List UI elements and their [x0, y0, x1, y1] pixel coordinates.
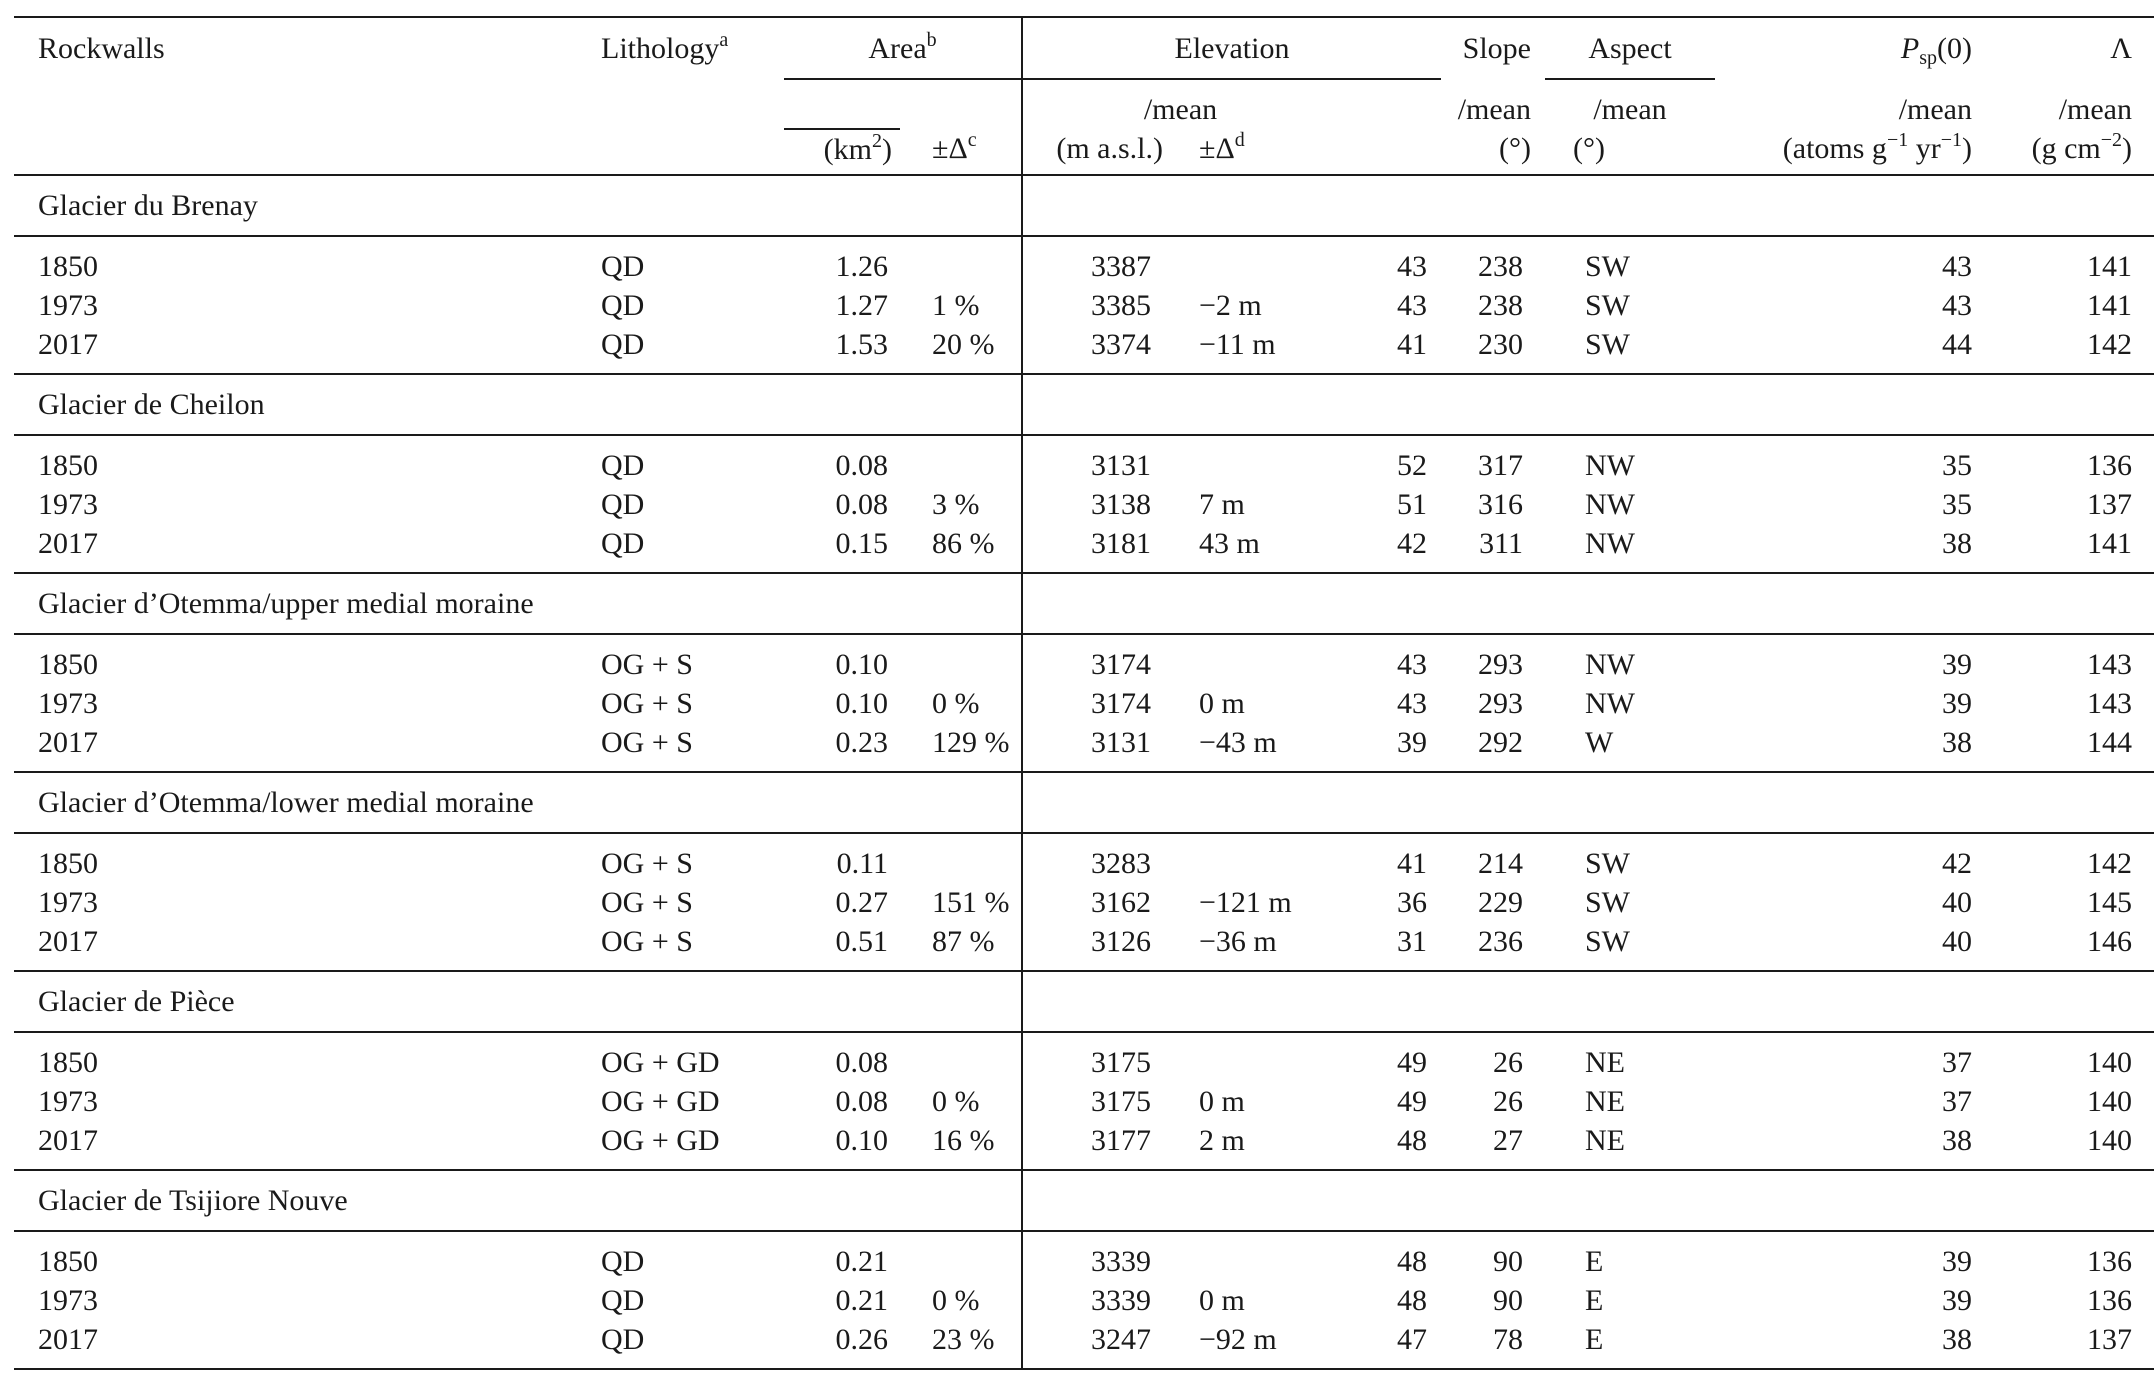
rockwalls-table	[14, 16, 2154, 1370]
cell-aspect: 293	[1478, 648, 1523, 681]
cell-elev: 3374	[1022, 325, 1163, 374]
cell-area: 0.08	[835, 1046, 888, 1079]
cell-lith: QD	[601, 488, 645, 521]
cell-lith: QD	[601, 1284, 645, 1317]
cell-psp: 38	[1715, 1320, 1994, 1369]
table-row	[14, 634, 2154, 684]
table-row	[14, 286, 2154, 325]
cell-elev-d: 43 m	[1163, 524, 1338, 573]
cell-year: 1850	[38, 847, 98, 880]
group-name: Glacier du Brenay	[14, 175, 1022, 236]
cell-psp: 38	[1715, 723, 1994, 772]
cell-elev: 3339	[1091, 1284, 1151, 1317]
cell-lith: OG + GD	[601, 1121, 784, 1170]
table-row	[14, 1320, 2154, 1369]
cell-year: 1973	[38, 1284, 98, 1317]
cell-lambda: 141	[1994, 524, 2154, 573]
cell-lambda: 143	[2087, 687, 2132, 720]
cell-area-d	[900, 1231, 1022, 1281]
cell-year: 1850	[38, 449, 98, 482]
group-header-row	[14, 374, 2154, 435]
cell-area-d: 87 %	[900, 922, 1022, 971]
cell-slope: 43	[1397, 687, 1427, 720]
cell-elev: 3283	[1091, 847, 1151, 880]
slope-mean-label: /mean	[1457, 93, 1531, 126]
cell-dir: SW	[1585, 250, 1630, 283]
cell-slope: 48	[1397, 1245, 1427, 1278]
cell-elev-d: 7 m	[1199, 488, 1245, 521]
cell-dir: NW	[1585, 648, 1635, 681]
aspect-mean-label: /mean	[1545, 79, 1715, 129]
cell-lambda: 140	[1994, 1121, 2154, 1170]
cell-area: 0.10	[784, 1121, 900, 1170]
cell-lambda: 143	[2087, 648, 2132, 681]
cell-slope: 43	[1397, 250, 1427, 283]
cell-slope: 47	[1338, 1320, 1441, 1369]
col-aspect: Aspect	[1588, 31, 1672, 65]
cell-lambda: 144	[1994, 723, 2154, 772]
psp-unit: (atoms $g^{-1}$ $yr^{-1}$)	[1715, 129, 1994, 175]
cell-area-d	[900, 634, 1022, 684]
cell-elev: 3387	[1091, 250, 1151, 283]
cell-area-d	[900, 1032, 1022, 1082]
cell-dir: NE	[1585, 1046, 1625, 1079]
group-name: Glacier de Cheilon	[14, 374, 1022, 435]
psp-mean-label: /mean	[1898, 93, 1972, 126]
cell-elev-d	[1163, 1231, 1338, 1281]
cell-aspect: 229	[1478, 886, 1523, 919]
cell-area: 0.15	[784, 524, 900, 573]
table-row	[14, 684, 2154, 723]
cell-area: 1.26	[835, 250, 888, 283]
table-row	[14, 883, 2154, 922]
cell-area: 0.21	[835, 1245, 888, 1278]
table-row	[14, 833, 2154, 883]
cell-lambda: 142	[2087, 847, 2132, 880]
elev-delta-label: $\pm\Delta^d$	[1163, 129, 1338, 175]
col-lambda: Λ	[2110, 32, 2132, 65]
cell-area-d	[900, 435, 1022, 485]
cell-year: 2017	[14, 1121, 601, 1170]
data-table-container	[14, 16, 2132, 1370]
col-psp: $P_{sp}(0)$	[1900, 32, 1972, 69]
col-rockwalls: Rockwalls	[38, 32, 165, 65]
cell-aspect: 214	[1478, 847, 1523, 880]
cell-area: 0.26	[784, 1320, 900, 1369]
cell-elev-d: −11 m	[1163, 325, 1338, 374]
cell-lith: OG + GD	[601, 1046, 720, 1079]
cell-slope: 31	[1338, 922, 1441, 971]
cell-dir: NW	[1585, 488, 1635, 521]
cell-aspect: 26	[1493, 1046, 1523, 1079]
table-body	[14, 175, 2154, 1369]
table-row	[14, 236, 2154, 286]
cell-dir: SW	[1585, 886, 1630, 919]
cell-slope: 49	[1397, 1046, 1427, 1079]
cell-lith: OG + S	[601, 687, 693, 720]
cell-lambda: 136	[2087, 1245, 2132, 1278]
group-name: Glacier de Tsijiore Nouve	[14, 1170, 1022, 1231]
cell-elev: 3175	[1091, 1085, 1151, 1118]
cell-elev-d: 0 m	[1199, 687, 1245, 720]
cell-psp: 39	[1942, 1284, 1972, 1317]
group-header-row	[14, 573, 2154, 634]
cell-area-d: 86 %	[900, 524, 1022, 573]
cell-year: 1850	[38, 1245, 98, 1278]
cell-slope: 43	[1397, 648, 1427, 681]
cell-aspect: 293	[1478, 687, 1523, 720]
cell-elev-d	[1163, 833, 1338, 883]
area-delta-label: $\pm\Delta^c$	[900, 129, 1022, 175]
cell-area-d: 0 %	[900, 1281, 1022, 1320]
cell-year: 1973	[38, 289, 98, 322]
cell-year: 2017	[14, 325, 601, 374]
cell-lith: QD	[601, 524, 784, 573]
cell-psp: 42	[1942, 847, 1972, 880]
cell-lith: QD	[601, 250, 645, 283]
cell-area-d: 0 %	[900, 1082, 1022, 1121]
group-header-row	[14, 175, 2154, 236]
cell-dir: SW	[1585, 847, 1630, 880]
col-slope: Slope	[1462, 32, 1531, 65]
cell-aspect: 316	[1478, 488, 1523, 521]
cell-dir: E	[1585, 1284, 1604, 1317]
cell-area: 1.27	[835, 289, 888, 322]
cell-slope: 52	[1397, 449, 1427, 482]
cell-area-d	[900, 833, 1022, 883]
cell-lith: OG + S	[601, 648, 693, 681]
cell-year: 2017	[14, 922, 601, 971]
group-name: Glacier d’Otemma/upper medial moraine	[14, 573, 1022, 634]
cell-lambda: 136	[2087, 449, 2132, 482]
group-header-row	[14, 971, 2154, 1032]
cell-area-d: 20 %	[900, 325, 1022, 374]
cell-lambda: 146	[1994, 922, 2154, 971]
cell-area-d: 1 %	[900, 286, 1022, 325]
col-lithology: Lithology$^a$	[601, 29, 729, 65]
table-row	[14, 1082, 2154, 1121]
cell-psp: 37	[1942, 1085, 1972, 1118]
cell-area-d: 23 %	[900, 1320, 1022, 1369]
cell-elev: 3131	[1022, 723, 1163, 772]
group-name: Glacier de Pièce	[14, 971, 1022, 1032]
cell-lith: OG + S	[601, 847, 693, 880]
cell-dir: W	[1545, 723, 1715, 772]
cell-psp: 39	[1942, 687, 1972, 720]
cell-aspect: 238	[1478, 250, 1523, 283]
cell-lith: OG + S	[601, 723, 784, 772]
cell-elev: 3174	[1091, 687, 1151, 720]
cell-aspect: 292	[1441, 723, 1545, 772]
cell-lambda: 136	[2087, 1284, 2132, 1317]
cell-dir: NW	[1545, 524, 1715, 573]
cell-elev: 3175	[1091, 1046, 1151, 1079]
col-area: Area$^b$	[784, 18, 1022, 79]
cell-area-d: 151 %	[900, 883, 1022, 922]
cell-year: 1973	[38, 687, 98, 720]
lambda-unit: (g $cm^{-2}$)	[1994, 129, 2154, 175]
cell-year: 1850	[38, 1046, 98, 1079]
cell-lith: OG + S	[601, 886, 693, 919]
cell-lambda: 140	[2087, 1046, 2132, 1079]
table-row	[14, 1121, 2154, 1170]
cell-year: 1850	[38, 648, 98, 681]
area-unit: $(km^2)$	[784, 129, 900, 175]
cell-dir: SW	[1585, 289, 1630, 322]
cell-dir: SW	[1545, 325, 1715, 374]
cell-psp: 43	[1942, 289, 1972, 322]
cell-area: 1.53	[784, 325, 900, 374]
cell-year: 1850	[38, 250, 98, 283]
cell-area: 0.21	[835, 1284, 888, 1317]
group-header-row	[14, 1170, 2154, 1231]
cell-lith: OG + S	[601, 922, 784, 971]
group-name: Glacier d’Otemma/lower medial moraine	[14, 772, 1022, 833]
cell-slope: 49	[1397, 1085, 1427, 1118]
group-header-row	[14, 772, 2154, 833]
cell-dir: NE	[1545, 1121, 1715, 1170]
cell-elev: 3138	[1091, 488, 1151, 521]
cell-aspect: 27	[1441, 1121, 1545, 1170]
cell-lith: QD	[601, 325, 784, 374]
cell-area: 0.23	[784, 723, 900, 772]
cell-area-d: 16 %	[900, 1121, 1022, 1170]
cell-aspect: 238	[1478, 289, 1523, 322]
cell-elev: 3339	[1091, 1245, 1151, 1278]
cell-area: 0.08	[835, 449, 888, 482]
table-header	[14, 17, 2154, 175]
cell-area: 0.51	[784, 922, 900, 971]
aspect-unit: (°)	[1545, 129, 1715, 175]
cell-elev-d	[1163, 1032, 1338, 1082]
cell-psp: 38	[1715, 1121, 1994, 1170]
cell-psp: 44	[1715, 325, 1994, 374]
cell-psp: 39	[1942, 648, 1972, 681]
cell-dir: E	[1545, 1320, 1715, 1369]
cell-elev-d: 2 m	[1163, 1121, 1338, 1170]
cell-slope: 42	[1338, 524, 1441, 573]
cell-area: 0.08	[835, 1085, 888, 1118]
table-row	[14, 485, 2154, 524]
cell-elev: 3181	[1022, 524, 1163, 573]
cell-aspect: 236	[1441, 922, 1545, 971]
cell-psp: 35	[1942, 488, 1972, 521]
cell-psp: 39	[1942, 1245, 1972, 1278]
cell-psp: 40	[1715, 922, 1994, 971]
cell-psp: 43	[1942, 250, 1972, 283]
cell-aspect: 317	[1478, 449, 1523, 482]
cell-elev: 3247	[1022, 1320, 1163, 1369]
cell-lambda: 142	[1994, 325, 2154, 374]
table-row	[14, 723, 2154, 772]
cell-area-d: 3 %	[900, 485, 1022, 524]
table-row	[14, 1032, 2154, 1082]
cell-slope: 48	[1338, 1121, 1441, 1170]
table-row	[14, 922, 2154, 971]
cell-slope: 43	[1397, 289, 1427, 322]
elev-unit: (m a.s.l.)	[1022, 129, 1163, 175]
cell-dir: SW	[1545, 922, 1715, 971]
cell-lith: OG + GD	[601, 1085, 720, 1118]
table-row	[14, 1231, 2154, 1281]
table-row	[14, 1281, 2154, 1320]
table-row	[14, 524, 2154, 573]
cell-dir: NW	[1585, 687, 1635, 720]
cell-psp: 38	[1715, 524, 1994, 573]
cell-area: 0.10	[835, 687, 888, 720]
cell-aspect: 78	[1441, 1320, 1545, 1369]
cell-elev-d: 0 m	[1199, 1284, 1245, 1317]
cell-elev-d: −43 m	[1163, 723, 1338, 772]
cell-lambda: 145	[2087, 886, 2132, 919]
cell-area-d: 129 %	[900, 723, 1022, 772]
cell-elev-d: 0 m	[1199, 1085, 1245, 1118]
cell-lambda: 137	[2087, 488, 2132, 521]
cell-year: 1973	[38, 886, 98, 919]
col-elevation: Elevation	[1174, 31, 1290, 65]
cell-dir: E	[1585, 1245, 1604, 1278]
cell-psp: 35	[1942, 449, 1972, 482]
cell-elev: 3131	[1091, 449, 1151, 482]
cell-elev: 3126	[1022, 922, 1163, 971]
cell-elev-d: −36 m	[1163, 922, 1338, 971]
cell-year: 2017	[14, 524, 601, 573]
cell-lambda: 141	[2087, 289, 2132, 322]
cell-slope: 48	[1397, 1284, 1427, 1317]
lambda-mean-label: /mean	[2058, 93, 2132, 126]
slope-unit: (°)	[1441, 129, 1545, 175]
cell-area-d	[900, 236, 1022, 286]
cell-slope: 36	[1397, 886, 1427, 919]
cell-year: 2017	[14, 1320, 601, 1369]
cell-elev-d: −92 m	[1163, 1320, 1338, 1369]
cell-area: 0.08	[835, 488, 888, 521]
cell-lith: QD	[601, 1245, 645, 1278]
cell-lambda: 140	[2087, 1085, 2132, 1118]
cell-area: 0.27	[835, 886, 888, 919]
cell-area: 0.10	[835, 648, 888, 681]
cell-slope: 41	[1338, 325, 1441, 374]
cell-elev-d	[1163, 435, 1338, 485]
cell-lith: QD	[601, 449, 645, 482]
cell-elev: 3385	[1091, 289, 1151, 322]
cell-aspect: 26	[1493, 1085, 1523, 1118]
elev-mean-label: /mean	[1022, 79, 1338, 129]
cell-area-d: 0 %	[900, 684, 1022, 723]
cell-lambda: 137	[1994, 1320, 2154, 1369]
cell-dir: NE	[1585, 1085, 1625, 1118]
cell-aspect: 230	[1441, 325, 1545, 374]
cell-year: 2017	[14, 723, 601, 772]
cell-lith: QD	[601, 1320, 784, 1369]
cell-psp: 40	[1942, 886, 1972, 919]
cell-elev: 3174	[1091, 648, 1151, 681]
table-row	[14, 325, 2154, 374]
cell-lambda: 141	[2087, 250, 2132, 283]
cell-psp: 37	[1942, 1046, 1972, 1079]
cell-aspect: 90	[1493, 1284, 1523, 1317]
cell-year: 1973	[38, 488, 98, 521]
table-row	[14, 435, 2154, 485]
cell-elev-d	[1163, 236, 1338, 286]
cell-dir: NW	[1585, 449, 1635, 482]
cell-year: 1973	[38, 1085, 98, 1118]
cell-area: 0.11	[836, 847, 888, 880]
cell-slope: 51	[1397, 488, 1427, 521]
cell-elev: 3162	[1091, 886, 1151, 919]
cell-elev: 3177	[1022, 1121, 1163, 1170]
cell-aspect: 311	[1441, 524, 1545, 573]
cell-lith: QD	[601, 289, 645, 322]
cell-slope: 41	[1397, 847, 1427, 880]
cell-elev-d: −121 m	[1199, 886, 1292, 919]
cell-aspect: 90	[1493, 1245, 1523, 1278]
cell-slope: 39	[1338, 723, 1441, 772]
cell-elev-d	[1163, 634, 1338, 684]
cell-elev-d: −2 m	[1199, 289, 1262, 322]
